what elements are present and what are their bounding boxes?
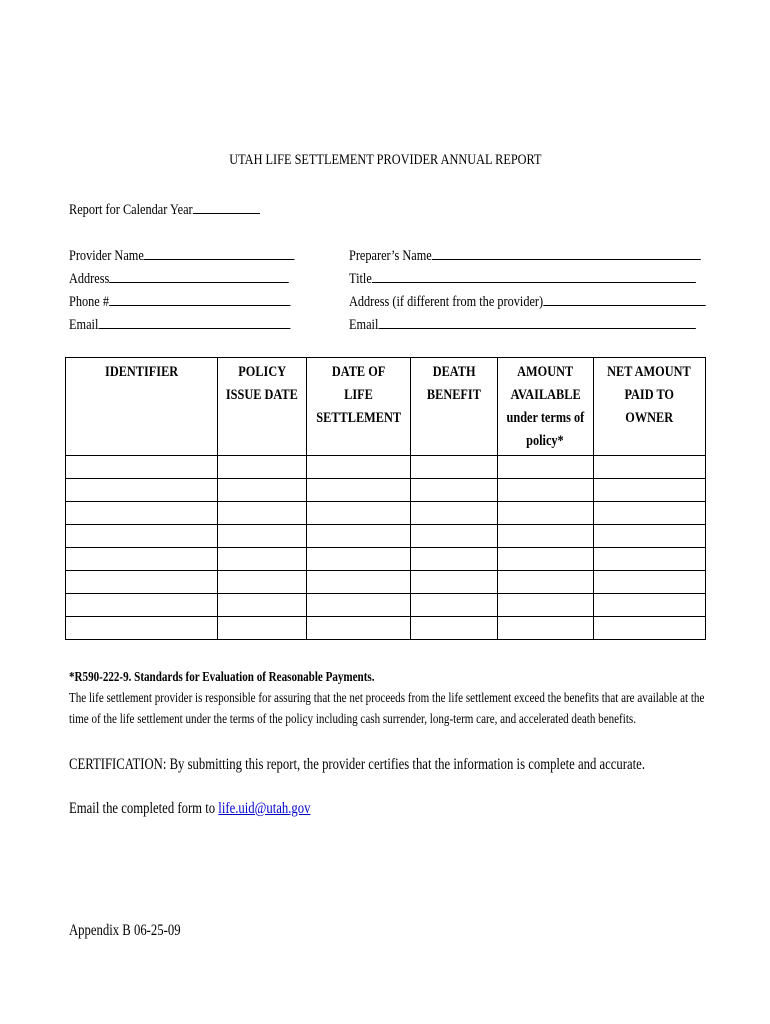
provider-email-label: Email	[69, 317, 99, 333]
provider-address-field[interactable]	[109, 268, 289, 283]
preparer-title-field[interactable]	[372, 268, 696, 283]
table-cell[interactable]	[497, 594, 593, 617]
table-cell[interactable]	[411, 502, 497, 525]
report-year-row	[69, 199, 302, 222]
table-cell[interactable]	[593, 571, 705, 594]
preparer-email-row	[349, 314, 770, 337]
certification-statement: CERTIFICATION: By submitting this report, the provider certifies that the information is complete and accurate.	[69, 756, 645, 773]
table-row	[66, 548, 706, 571]
table-cell[interactable]	[66, 456, 218, 479]
table-cell[interactable]	[497, 525, 593, 548]
table-cell[interactable]	[411, 617, 497, 640]
provider-address-label: Address	[69, 271, 110, 287]
header-net-amount-paid: NET AMOUNT PAID TO OWNER	[593, 358, 705, 456]
footnote-line-2: time of the life settlement under the terms of the policy including cash surrender, long-term care, and accelerated death benefits.	[69, 711, 636, 726]
table-cell[interactable]	[411, 525, 497, 548]
table-cell[interactable]	[411, 571, 497, 594]
provider-name-row	[69, 245, 344, 268]
appendix-label: Appendix B 06-25-09	[69, 922, 181, 939]
table-row	[66, 594, 706, 617]
preparer-address-label: Address (if different from the provider)	[349, 294, 544, 310]
table-cell[interactable]	[497, 548, 593, 571]
table-cell[interactable]	[411, 479, 497, 502]
table-cell[interactable]	[66, 479, 218, 502]
table-cell[interactable]	[218, 571, 307, 594]
report-year-label: Report for Calendar Year	[69, 202, 193, 218]
table-body	[66, 456, 706, 640]
table-row	[66, 571, 706, 594]
provider-email-field[interactable]	[98, 314, 290, 329]
preparer-name-label: Preparer’s Name	[349, 248, 432, 264]
table-cell[interactable]	[218, 479, 307, 502]
footnote-line-1: The life settlement provider is responsible for assuring that the net proceeds from the life settlement exceed the benefits that are available at the	[69, 690, 705, 705]
table-cell[interactable]	[593, 594, 705, 617]
table-cell[interactable]	[307, 502, 411, 525]
provider-phone-label: Phone #	[69, 294, 109, 310]
table-row	[66, 502, 706, 525]
footnote	[69, 666, 770, 729]
table-cell[interactable]	[218, 594, 307, 617]
table-row	[66, 479, 706, 502]
table-row	[66, 617, 706, 640]
header-death-benefit: DEATH BENEFIT	[411, 358, 497, 456]
settlement-table	[65, 357, 706, 640]
email-instruction-text: Email the completed form to	[69, 800, 219, 817]
preparer-email-field[interactable]	[378, 314, 695, 329]
table-row	[66, 456, 706, 479]
table-cell[interactable]	[497, 479, 593, 502]
table-cell[interactable]	[593, 456, 705, 479]
provider-phone-row	[69, 291, 339, 314]
table-cell[interactable]	[593, 502, 705, 525]
table-cell[interactable]	[497, 571, 593, 594]
header-policy-issue-date: POLICY ISSUE DATE	[218, 358, 307, 456]
table-cell[interactable]	[218, 617, 307, 640]
preparer-name-row	[349, 245, 770, 268]
table-cell[interactable]	[497, 456, 593, 479]
table-cell[interactable]	[307, 525, 411, 548]
table-cell[interactable]	[411, 456, 497, 479]
preparer-address-field[interactable]	[543, 291, 705, 306]
table-cell[interactable]	[307, 594, 411, 617]
preparer-name-field[interactable]	[432, 245, 701, 260]
form-title: UTAH LIFE SETTLEMENT PROVIDER ANNUAL REPORT	[228, 152, 542, 168]
email-link[interactable]: life.uid@utah.gov	[218, 800, 311, 817]
header-date-of-settlement: DATE OF LIFE SETTLEMENT	[307, 358, 411, 456]
table-cell[interactable]	[218, 548, 307, 571]
table-cell[interactable]	[411, 548, 497, 571]
table-cell[interactable]	[66, 502, 218, 525]
provider-address-row	[69, 268, 337, 291]
table-cell[interactable]	[307, 479, 411, 502]
table-cell[interactable]	[66, 525, 218, 548]
table-cell[interactable]	[593, 525, 705, 548]
table-cell[interactable]	[66, 594, 218, 617]
table-cell[interactable]	[66, 617, 218, 640]
header-identifier: IDENTIFIER	[66, 358, 218, 456]
table-cell[interactable]	[66, 548, 218, 571]
provider-email-row	[69, 314, 339, 337]
table-cell[interactable]	[497, 617, 593, 640]
table-cell[interactable]	[593, 617, 705, 640]
preparer-title-label: Title	[349, 271, 372, 287]
table-row	[66, 525, 706, 548]
provider-name-label: Provider Name	[69, 248, 144, 264]
preparer-email-label: Email	[349, 317, 379, 333]
table-cell[interactable]	[307, 617, 411, 640]
email-instruction	[69, 800, 364, 818]
table-cell[interactable]	[593, 479, 705, 502]
table-cell[interactable]	[218, 502, 307, 525]
preparer-title-row	[349, 268, 770, 291]
table-cell[interactable]	[307, 456, 411, 479]
footnote-heading: *R590-222-9. Standards for Evaluation of Reasonable Payments.	[69, 669, 375, 684]
table-cell[interactable]	[218, 456, 307, 479]
table-header-row	[66, 358, 706, 456]
provider-phone-field[interactable]	[109, 291, 290, 306]
table-cell[interactable]	[497, 502, 593, 525]
header-amount-available: AMOUNT AVAILABLE under terms of policy*	[497, 358, 593, 456]
table-cell[interactable]	[218, 525, 307, 548]
table-cell[interactable]	[307, 548, 411, 571]
table-cell[interactable]	[66, 571, 218, 594]
table-cell[interactable]	[307, 571, 411, 594]
provider-name-field[interactable]	[144, 245, 295, 260]
report-year-field[interactable]	[193, 199, 260, 214]
preparer-address-row	[349, 291, 770, 314]
table-cell[interactable]	[593, 548, 705, 571]
table-cell[interactable]	[411, 594, 497, 617]
